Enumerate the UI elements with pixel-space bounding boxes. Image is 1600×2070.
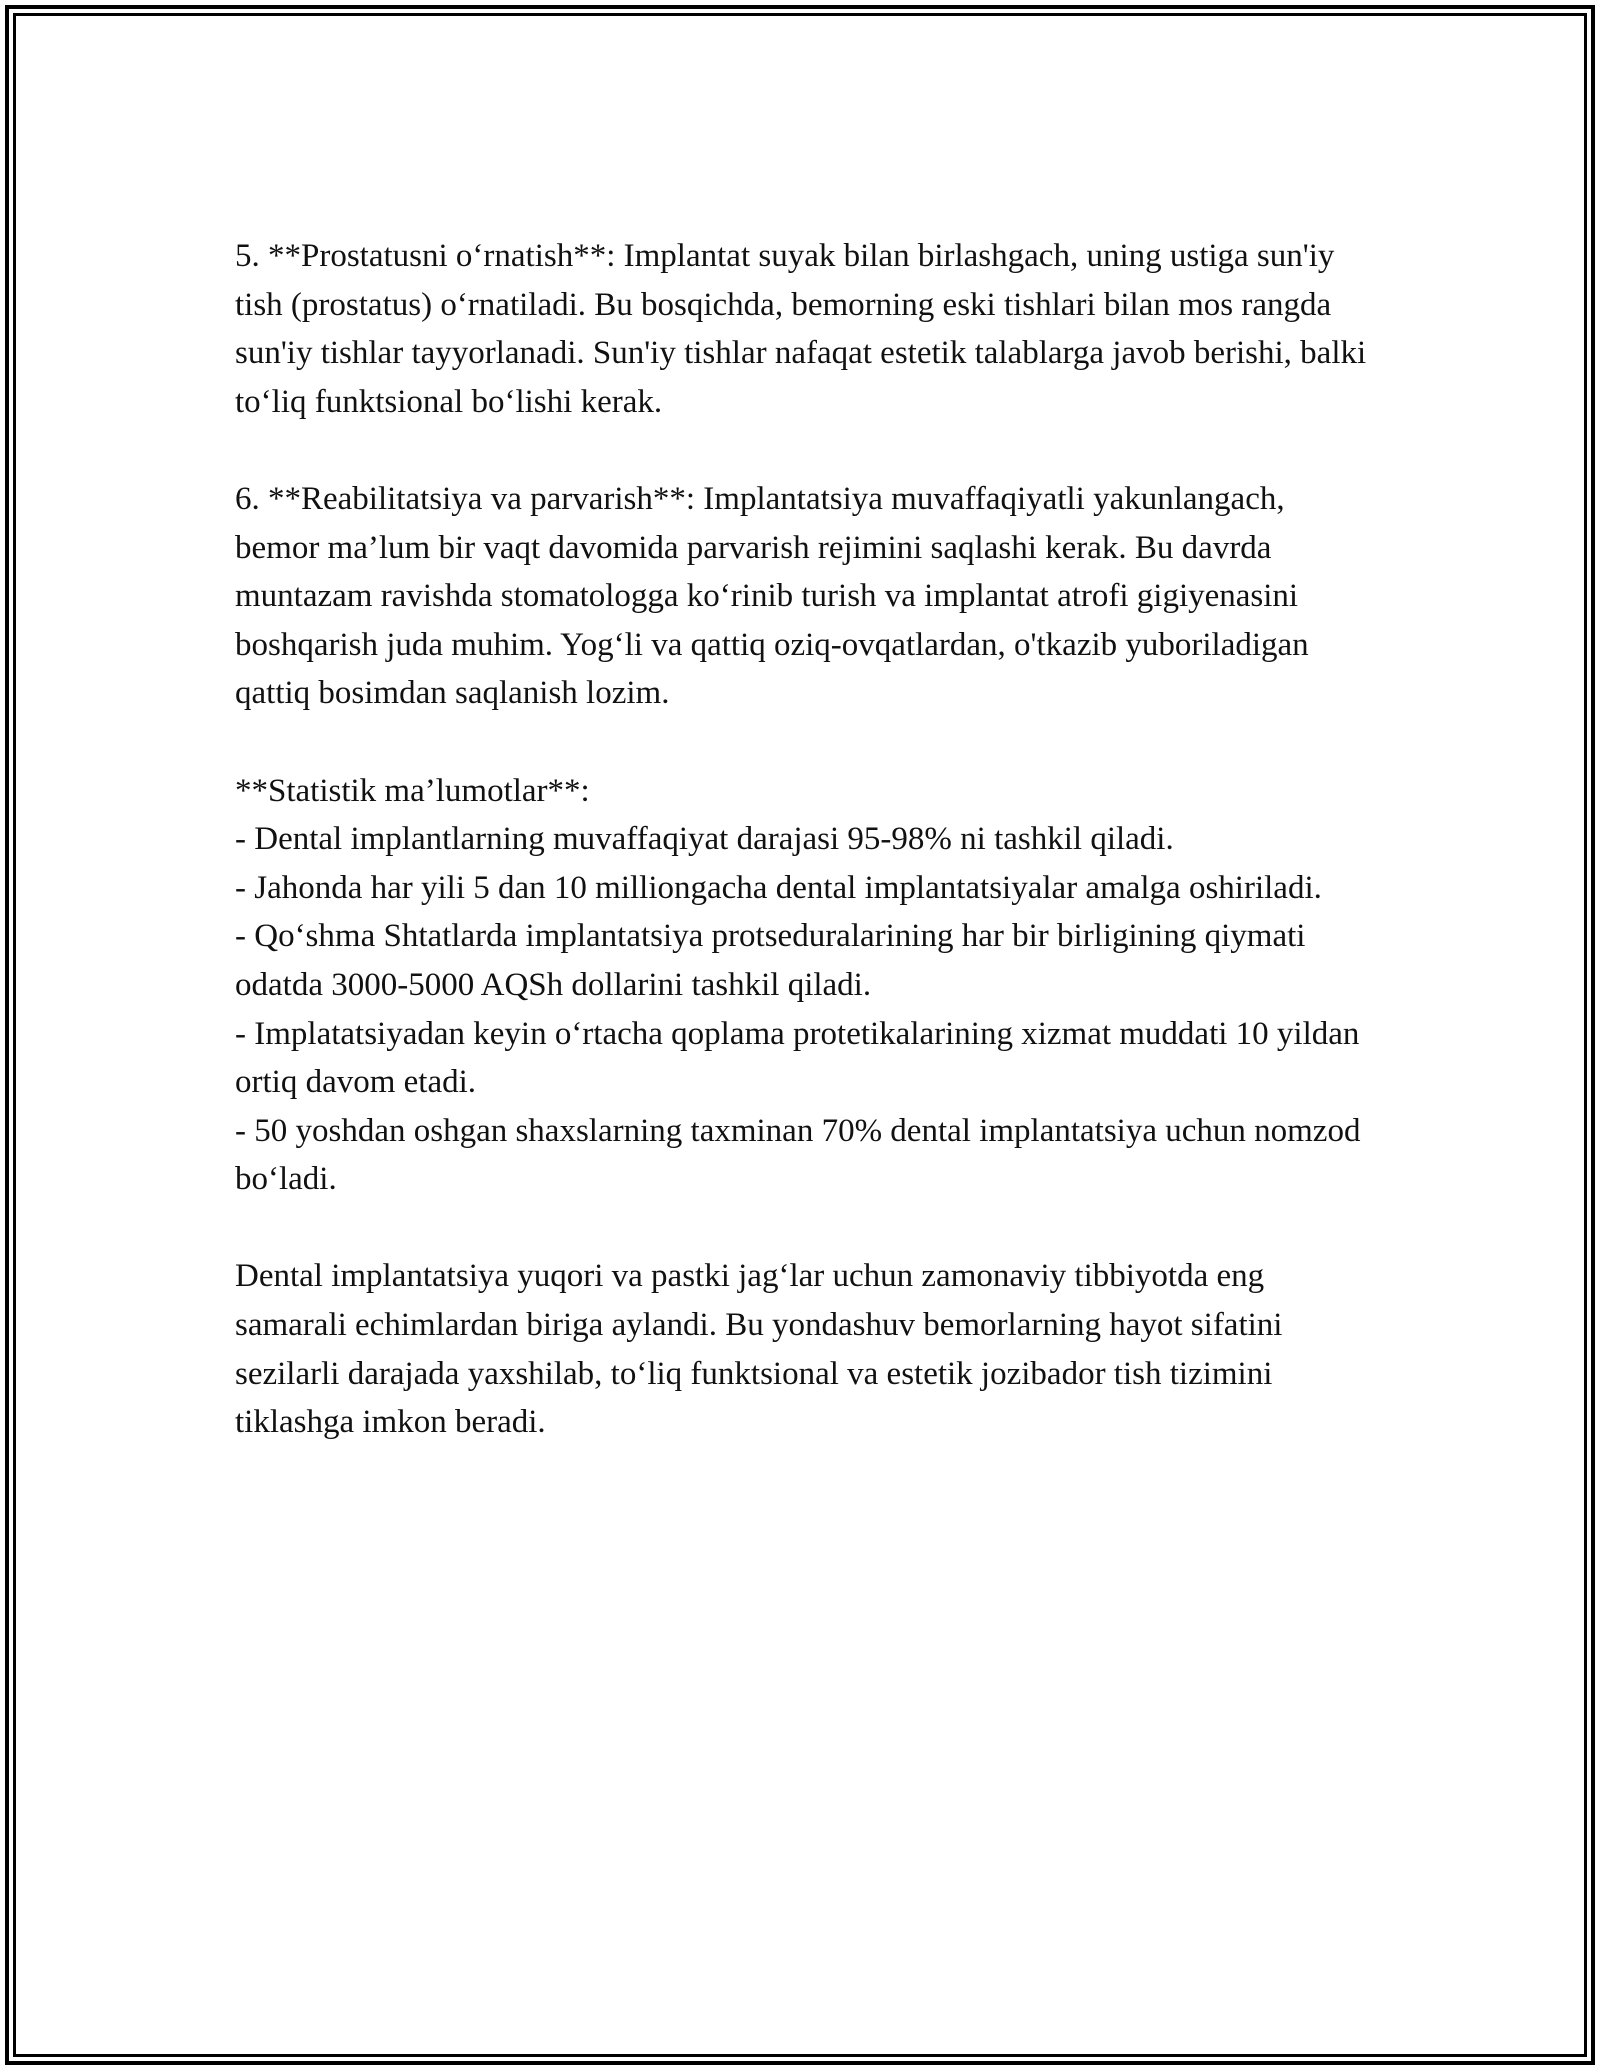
statistics-item: - Jahonda har yili 5 dan 10 milliongacha dental implantatsiyalar amalga oshiriladi. xyxy=(235,869,1322,906)
statistics-section xyxy=(235,767,1375,1204)
paragraph-step-6: 6. **Reabilitatsiya va parvarish**: Implantatsiya muvaffaqiyatli yakunlangach, bemor ma’lum bir vaqt davomida parvarish rejimini saqlashi kerak. Bu davrda muntazam ravishda stomatologga ko‘rinib turish va implantat atrofi gigiyenasini boshqarish juda muhim. Yog‘li va qattiq oziq-ovqatlardan, o'tkazib yuboriladigan qattiq bosimdan saqlanish lozim. xyxy=(235,480,1317,712)
statistics-item: - Implatatsiyadan keyin o‘rtacha qoplama protetikalarining xizmat muddati 10 yildan ortiq davom etadi. xyxy=(235,1015,1368,1101)
statistics-item: - Dental implantlarning muvaffaqiyat darajasi 95-98% ni tashkil qiladi. xyxy=(235,821,1174,858)
paragraph-step-5: 5. **Prostatusni o‘rnatish**: Implantat suyak bilan birlashgach, uning ustiga sun'iy tish (prostatus) o‘rnatiladi. Bu bosqichda, bemorning eski tishlari bilan mos rangda sun'iy tishlar tayyorlanadi. Sun'iy tishlar nafaqat estetik talablarga javob berishi, balki to‘liq funktsional bo‘lishi kerak. xyxy=(235,238,1375,420)
conclusion-paragraph: Dental implantatsiya yuqori va pastki jag‘lar uchun zamonaviy tibbiyotda eng samarali echimlardan biriga aylandi. Bu yondashuv bemorlarning hayot sifatini sezilarli darajada yaxshilab, to‘liq funktsional va estetik jozibador tish tizimini tiklashga imkon beradi. xyxy=(235,1258,1291,1441)
statistics-item: - Qo‘shma Shtatlarda implantatsiya protseduralarining har bir birligining qiymati odatda 3000-5000 AQSh dollarini tashkil qiladi. xyxy=(235,918,1314,1003)
document-body xyxy=(235,232,1375,1495)
statistics-heading: **Statistik ma’lumotlar**: xyxy=(235,772,590,809)
statistics-item: - 50 yoshdan oshgan shaxslarning taxminan 70% dental implantatsiya uchun nomzod bo‘ladi. xyxy=(235,1112,1369,1198)
